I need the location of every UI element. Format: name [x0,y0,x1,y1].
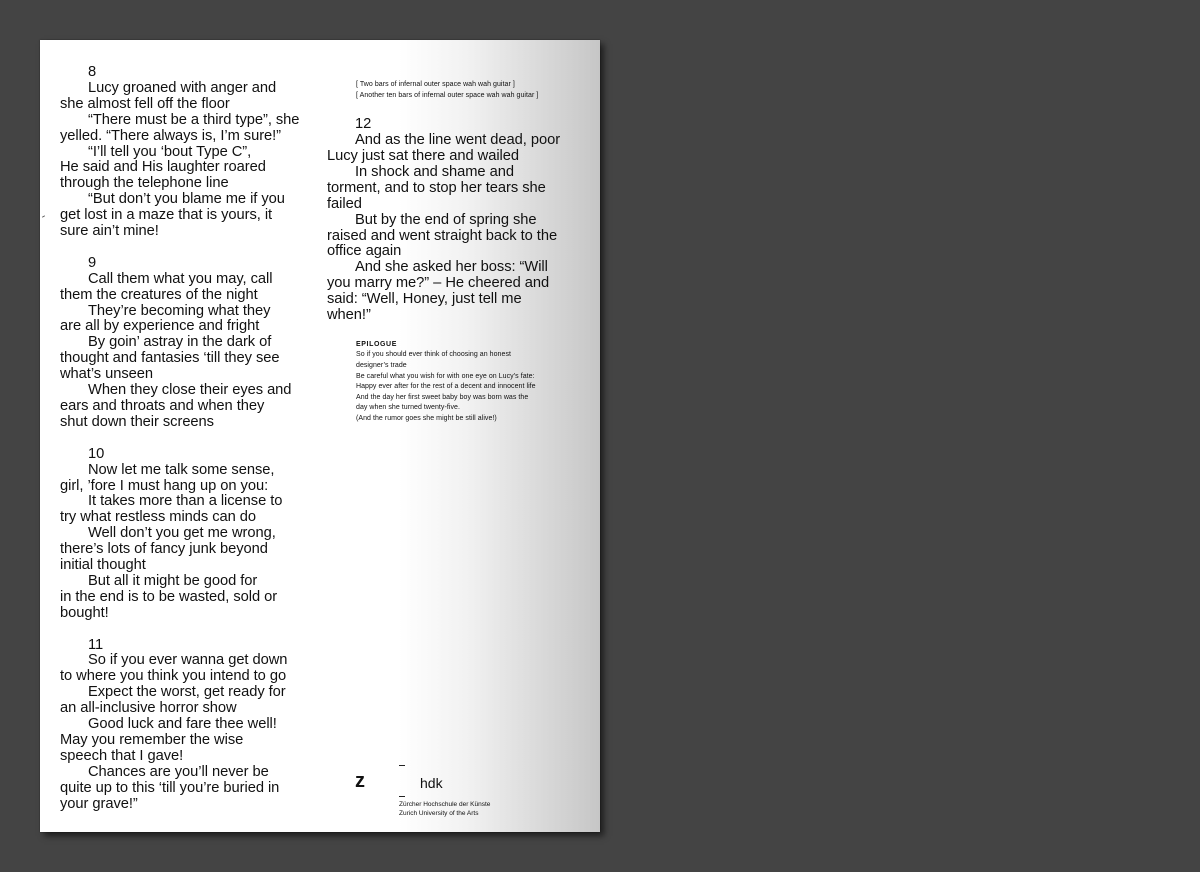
verse-line: But by the end of spring she [355,211,537,228]
epilogue-line: (And the rumor goes she might be still alive!) [356,415,497,423]
logo-dash [399,765,405,766]
verse-line: your grave!” [60,795,138,812]
verse-line: And she asked her boss: “Will [355,259,548,276]
verse-line: she almost fell off the floor [60,95,230,112]
verse-line: torment, and to stop her tears she [327,179,546,196]
verse-line: initial thought [60,557,146,574]
guitar-line: [ Another ten bars of infernal outer space wah wah guitar ] [356,91,539,99]
epilogue-line: And the day her first sweet baby boy was born was the [356,393,529,401]
verse-line: And as the line went dead, poor [355,132,561,149]
verse-line: Well don’t you get me wrong, [88,525,276,542]
verse-line: try what restless minds can do [60,509,257,526]
verse-line: So if you ever wanna get down [88,652,288,669]
verse-line: “I’ll tell you ‘bout Type C”, [88,143,252,160]
verse-line: to where you think you intend to go [60,668,287,685]
epilogue-line: Be careful what you wish for with one eye on Lucy’s fate: [356,372,535,380]
stanza-number: 12 [355,116,372,133]
verse-line: sure ain’t mine! [60,223,159,240]
stanza-11 [60,638,330,813]
verse-line: Chances are you’ll never be [88,763,269,780]
verse-line: them the creatures of the night [60,286,258,303]
epilogue [356,340,597,425]
stanza-number: 11 [88,636,104,653]
epilogue-line: day when she turned twenty-five. [356,404,460,412]
verse-line: failed [327,195,362,212]
verse-line: Call them what you may, call [88,270,273,287]
right-column [327,80,597,425]
guitar-interlude [356,80,597,101]
verse-line: bought! [60,604,109,621]
stanza-number: 8 [88,64,97,80]
verse-line: office again [327,243,402,260]
verse-line: speech that I gave! [60,747,184,764]
verse-line: By goin’ astray in the dark of [88,334,272,351]
verse-line: said: “Well, Honey, just tell me [327,291,522,308]
verse-line: ears and throats and when they [60,398,265,415]
verse-line: He said and His laughter roared [60,159,266,176]
guitar-line: [ Two bars of infernal outer space wah wah guitar ] [356,81,515,88]
verse-line: what’s unseen [60,366,153,383]
stanza-12 [327,117,597,324]
dust-speck [42,215,45,217]
institution-name-german: Zürcher Hochschule der Künste [399,801,491,808]
verse-line: are all by experience and fright [60,318,260,335]
verse-line: get lost in a maze that is yours, it [60,207,273,224]
stanza-9 [60,256,330,431]
verse-line: “There must be a third type”, she [88,111,300,128]
verse-line: quite up to this ‘till you’re buried in [60,779,280,796]
stanza-number: 9 [88,254,97,271]
verse-line: In shock and shame and [355,163,514,180]
verse-line: when!” [327,307,371,324]
epilogue-line: Happy ever after for the rest of a decent and innocent life [356,383,536,391]
verse-line: When they close their eyes and [88,382,292,399]
epilogue-title: EPILOGUE [356,340,397,348]
stanza-number: 10 [88,445,105,462]
stanza-8 [60,65,330,240]
verse-line: But all it might be good for [88,572,258,589]
verse-line: an all-inclusive horror show [60,700,237,717]
verse-line: Expect the worst, get ready for [88,684,286,701]
verse-line: raised and went straight back to the [327,227,558,244]
zhdk-logo [355,758,555,838]
verse-line: yelled. “There always is, I’m sure!” [60,127,282,144]
verse-line: They’re becoming what they [88,302,271,319]
left-column [60,65,330,828]
verse-line: Lucy groaned with anger and [88,79,277,96]
verse-line: through the telephone line [60,175,229,192]
stanza-10 [60,447,330,622]
verse-line: Lucy just sat there and wailed [327,148,519,164]
verse-line: May you remember the wise [60,732,244,749]
epilogue-line: designer’s trade [356,362,407,370]
verse-line: It takes more than a license to [88,493,283,510]
verse-line: there’s lots of fancy junk beyond [60,541,268,558]
verse-line: you marry me?” – He cheered and [327,275,550,292]
institution-name-english: Zurich University of the Arts [399,810,479,817]
institution-name [399,800,490,818]
logo-hdk: hdk [420,775,443,791]
document-page [40,40,600,832]
logo-z: z [355,770,365,792]
epilogue-line: So if you should ever think of choosing an honest [356,351,511,359]
verse-line: thought and fantasies ‘till they see [60,350,280,367]
logo-dash [399,796,405,797]
verse-line: shut down their screens [60,413,214,430]
verse-line: Now let me talk some sense, [88,461,275,478]
verse-line: girl, ’fore I must hang up on you: [60,477,269,494]
verse-line: Good luck and fare thee well! [88,716,277,733]
verse-line: “But don’t you blame me if you [88,191,285,208]
verse-line: in the end is to be wasted, sold or [60,588,278,605]
